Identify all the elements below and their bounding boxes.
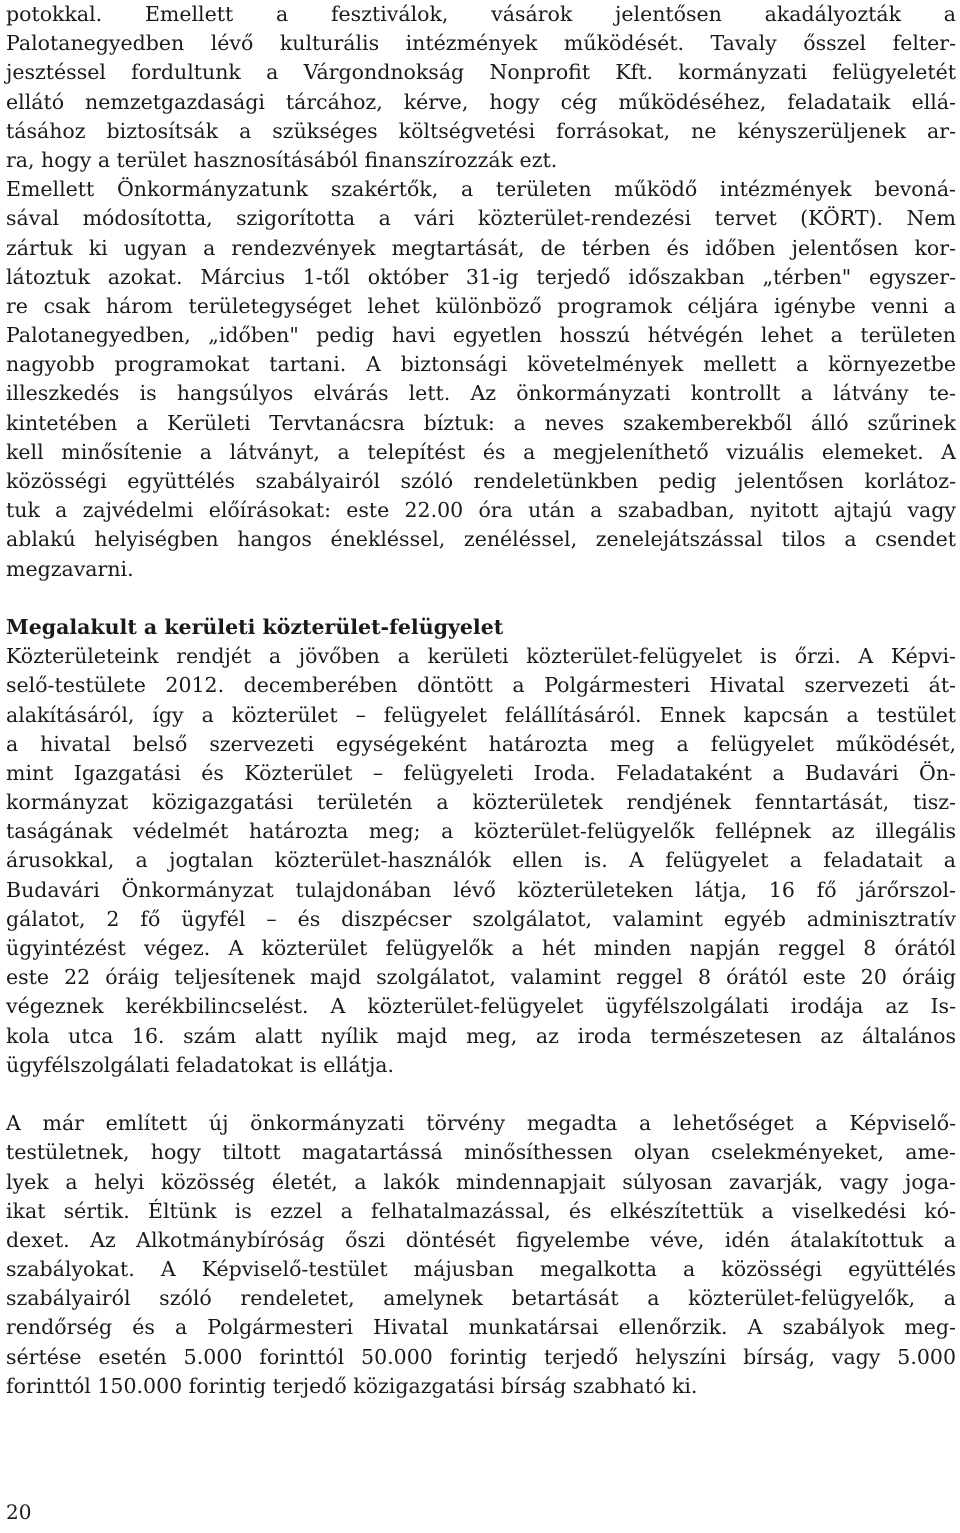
text-line: dexet. Az Alkotmánybíróság őszi döntését figyelembe véve, idén átalakítottuk a: [6, 1227, 956, 1252]
text-line: Emellett Önkormányzatunk szakértők, a területen működő intézmények bevoná-: [6, 177, 956, 202]
text-line: gálatot, 2 fő ügyfél – és diszpécser szolgálatot, valamint egyéb adminisztratív: [6, 906, 956, 931]
text-line: ügyfélszolgálati feladatokat is ellátja.: [6, 1052, 395, 1077]
text-line: kell minősítenie a látványt, a telepítést és a megjeleníthető vizuális elemeket. A: [6, 439, 956, 464]
text-line: lyek a helyi közösség életét, a lakók mindennapjait súlyosan zavarják, vagy joga-: [6, 1169, 956, 1194]
text-line: mint Igazgatási és Közterület – felügyeleti Iroda. Feladataként a Budavári Ön-: [6, 760, 956, 785]
paragraph-spacer: [6, 584, 956, 613]
text-line: tásához biztosítsák a szükséges költségvetési forrásokat, ne kényszerüljenek ar-: [6, 118, 956, 143]
text-line: taságának védelmét határozta meg; a közterület-felügyelők fellépnek az illegális: [6, 819, 956, 844]
text-line: Budavári Önkormányzat tulajdonában lévő közterületeken látja, 16 fő járőrszol-: [6, 877, 956, 902]
text-line: zártuk ki ugyan a rendezvények megtartását, de térben és időben jelentősen kor-: [6, 235, 956, 260]
page-number: 20: [6, 1500, 32, 1524]
body-paragraph: [6, 1109, 956, 1401]
text-line: sértése esetén 5.000 forinttól 50.000 forintig terjedő helyszíni bírság, vagy 5.000: [6, 1344, 956, 1369]
text-line: Közterületeink rendjét a jövőben a kerületi közterület-felügyelet is őrzi. A Képvi-: [6, 644, 956, 669]
text-line: A már említett új önkormányzati törvény megadta a lehetőséget a Képviselő-: [6, 1111, 956, 1136]
text-line: látoztuk azokat. Március 1-től október 31-ig terjedő időszakban „térben" egyszer-: [6, 264, 956, 289]
body-paragraph: [6, 642, 956, 1080]
text-line: ellátó nemzetgazdasági tárcához, kérve, hogy cég működéséhez, feladataik ellá-: [6, 89, 956, 114]
body-paragraph: [6, 0, 956, 584]
document-page: [6, 0, 956, 1401]
text-line: jesztéssel fordultunk a Várgondnokság Nonprofit Kft. kormányzati felügyeletét: [6, 60, 956, 85]
text-line: megzavarni.: [6, 556, 134, 581]
text-line: a hivatal belső szervezeti egységeként határozta meg a felügyelet működését,: [6, 731, 956, 756]
text-line: Palotanegyedben, „időben" pedig havi egyetlen hosszú hétvégén lehet a területen: [6, 323, 956, 348]
text-line: rendőrség és a Polgármesteri Hivatal munkatársai ellenőrzik. A szabályok meg-: [6, 1315, 956, 1340]
text-line: nagyobb programokat tartani. A biztonsági követelmények mellett a környezetbe: [6, 352, 956, 377]
text-line: illeszkedés is hangsúlyos elvárás lett. Az önkormányzati kontrollt a látvány te-: [6, 381, 956, 406]
paragraph-spacer: [6, 1080, 956, 1109]
text-line: szabályairól szóló rendeletet, amelynek betartását a közterület-felügyelők, a: [6, 1286, 956, 1311]
text-line: ablakú helyiségben hangos énekléssel, zenéléssel, zenelejátszással tilos a csendet: [6, 527, 956, 552]
text-line: tuk a zajvédelmi előírásokat: este 22.00 óra után a szabadban, nyitott ajtajú vagy: [6, 498, 956, 523]
text-line: selő-testülete 2012. decemberében döntött a Polgármesteri Hivatal szervezeti át-: [6, 673, 956, 698]
text-line: potokkal. Emellett a fesztiválok, vásárok jelentősen akadályozták a: [6, 2, 956, 26]
text-line: árusokkal, a jogtalan közterület-használók ellen is. A felügyelet a feladatait a: [6, 848, 956, 873]
text-line: közösségi együttélés szabályairól szóló rendeletünkben pedig jelentősen korlátoz-: [6, 469, 956, 493]
text-line: forinttól 150.000 forintig terjedő közigazgatási bírság szabható ki.: [6, 1373, 698, 1398]
section-heading: Megalakult a kerületi közterület-felügyelet: [6, 614, 504, 639]
text-line: ügyintézést végez. A közterület felügyelők a hét minden napján reggel 8 órától: [6, 936, 956, 960]
text-line: re csak három területegységet lehet különböző programok céljára igénybe venni a: [6, 293, 956, 318]
text-line: kintetében a Kerületi Tervtanácsra bíztuk: a neves szakemberekből álló szűrinek: [6, 410, 956, 435]
text-line: alakításáról, így a közterület – felügyelet felállításáról. Ennek kapcsán a testület: [6, 702, 956, 727]
text-line: sával módosította, szigorította a vári közterület-rendezési tervet (KÖRT). Nem: [6, 206, 956, 231]
text-line: szabályokat. A Képviselő-testület májusban megalkotta a közösségi együttélés: [6, 1257, 956, 1282]
text-line: végeznek kerékbilincselést. A közterület-felügyelet ügyfélszolgálati irodája az Is-: [6, 994, 956, 1019]
text-line: ikat sértik. Éltünk is ezzel a felhatalmazással, és elkészítettük a viselkedési kó-: [6, 1198, 956, 1223]
text-line: ra, hogy a terület hasznosításából finanszírozzák ezt.: [6, 147, 558, 172]
text-line: Palotanegyedben lévő kulturális intézmények működését. Tavaly ősszel felter-: [6, 31, 956, 56]
text-line: kola utca 16. szám alatt nyílik majd meg, az iroda természetesen az általános: [6, 1023, 956, 1048]
text-line: kormányzat közigazgatási területén a közterületek rendjének fenntartását, tisz-: [6, 790, 956, 815]
text-line: testületnek, hogy tiltott magatartássá minősíthessen olyan cselekményeket, ame-: [6, 1140, 956, 1165]
text-line: este 22 óráig teljesítenek majd szolgálatot, valamint reggel 8 órától este 20 óráig: [6, 965, 956, 990]
